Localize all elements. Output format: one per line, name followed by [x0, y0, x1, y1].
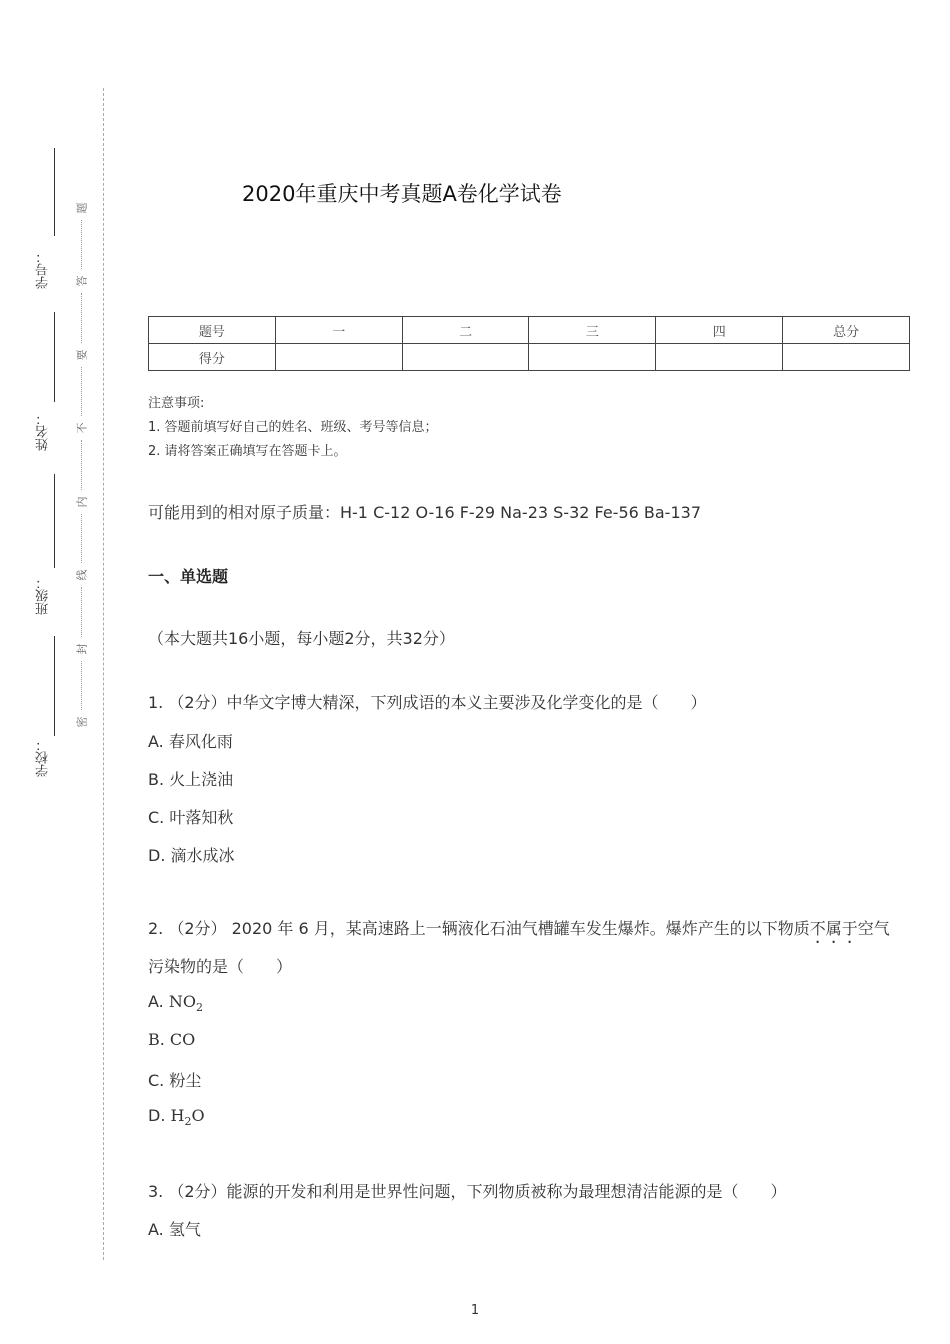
table-header-cell: 题号: [149, 317, 276, 344]
seal-char: 内: [75, 496, 88, 508]
notice-item: 1. 答题前填写好自己的姓名、班级、考号等信息；: [148, 420, 438, 435]
question-3-option-a: A. 氢气: [148, 1220, 201, 1239]
school-label: 学校：: [36, 738, 51, 777]
question-3-text: 3. （2分）能源的开发和利用是世界性问题，下列物质被称为最理想清洁能源的是（ ）: [148, 1182, 787, 1201]
question-1-option-b: B. 火上浇油: [148, 770, 234, 789]
notice-heading: 注意事项:: [148, 396, 205, 411]
seal-char: 答: [75, 275, 88, 287]
formula-subscript: 2: [184, 1115, 192, 1129]
table-row-label: 得分: [149, 344, 276, 371]
exam-title: 2020年重庆中考真题A卷化学试卷: [242, 182, 562, 206]
table-header-cell: 一: [275, 317, 402, 344]
seal-char: 要: [75, 349, 88, 361]
seal-dots: [81, 220, 82, 269]
question-2-text-line2: 污染物的是（ ）: [148, 957, 293, 976]
formula-h: H: [170, 1106, 185, 1125]
seal-dots: [81, 440, 82, 489]
seal-dots: [81, 587, 82, 636]
seal-dots: [81, 514, 82, 563]
school-line: [54, 636, 55, 736]
score-cell: [529, 344, 656, 371]
question-1-option-c: C. 叶落知秋: [148, 808, 234, 827]
question-1-option-d: D. 滴水成冰: [148, 846, 235, 865]
formula-no2: NO: [168, 992, 196, 1011]
seal-char: 线: [75, 569, 88, 581]
score-table-score-row: [149, 344, 910, 371]
name-line: [54, 312, 55, 402]
question-2-option-d: [148, 1106, 205, 1128]
option-prefix: A.: [148, 992, 169, 1011]
seal-char: 题: [75, 202, 88, 214]
question-2-text-end: 空气: [857, 919, 890, 938]
table-header-cell: 三: [529, 317, 656, 344]
question-2-text-start: 2. （2分） 2020 年 6 月，某高速路上一辆液化石油气槽罐车发生爆炸。爆炸产生的以下物质: [148, 919, 810, 938]
table-header-cell: 四: [656, 317, 783, 344]
seal-dots: [81, 293, 82, 342]
score-cell: [656, 344, 783, 371]
class-label: 班级：: [36, 576, 51, 615]
seal-char: 不: [75, 422, 88, 434]
question-2-option-a: [148, 992, 203, 1014]
score-cell: [275, 344, 402, 371]
seal-line-text: [73, 200, 89, 730]
seal-char: 封: [75, 643, 88, 655]
formula-o: O: [191, 1106, 205, 1125]
atomic-mass-line: 可能用到的相对原子质量：H-1 C-12 O-16 F-29 Na-23 S-32 Fe-56 Ba-137: [148, 503, 701, 522]
score-cell: [783, 344, 910, 371]
notice-item: 2. 请将答案正确填写在答题卡上。: [148, 444, 347, 459]
score-cell: [402, 344, 529, 371]
section-title: 一、单选题: [148, 567, 229, 586]
seal-dots: [81, 661, 82, 710]
question-2-text: [148, 916, 890, 947]
score-table-header-row: [149, 317, 910, 344]
formula-subscript: 2: [195, 1001, 203, 1015]
question-1-option-a: A. 春风化雨: [148, 732, 233, 751]
student-id-line: [54, 148, 55, 236]
seal-dots: [81, 367, 82, 416]
question-2-emphasis: 不属于: [809, 919, 858, 938]
binding-dashed-line: [103, 88, 104, 1260]
option-prefix: D.: [148, 1106, 171, 1125]
score-table: [148, 316, 910, 371]
section-description: （本大题共16小题，每小题2分，共32分）: [148, 629, 455, 648]
table-header-cell: 二: [402, 317, 529, 344]
name-label: 姓名：: [36, 412, 51, 451]
student-id-label: 学号：: [36, 250, 51, 289]
seal-char: 密: [75, 716, 88, 728]
question-2-option-c: C. 粉尘: [148, 1071, 202, 1090]
question-1-text: 1. （2分）中华文字博大精深，下列成语的本义主要涉及化学变化的是（ ）: [148, 693, 707, 712]
table-header-cell: 总分: [783, 317, 910, 344]
question-2-option-b: B. CO: [148, 1030, 196, 1049]
class-line: [54, 474, 55, 568]
page-number: 1: [470, 1303, 480, 1318]
